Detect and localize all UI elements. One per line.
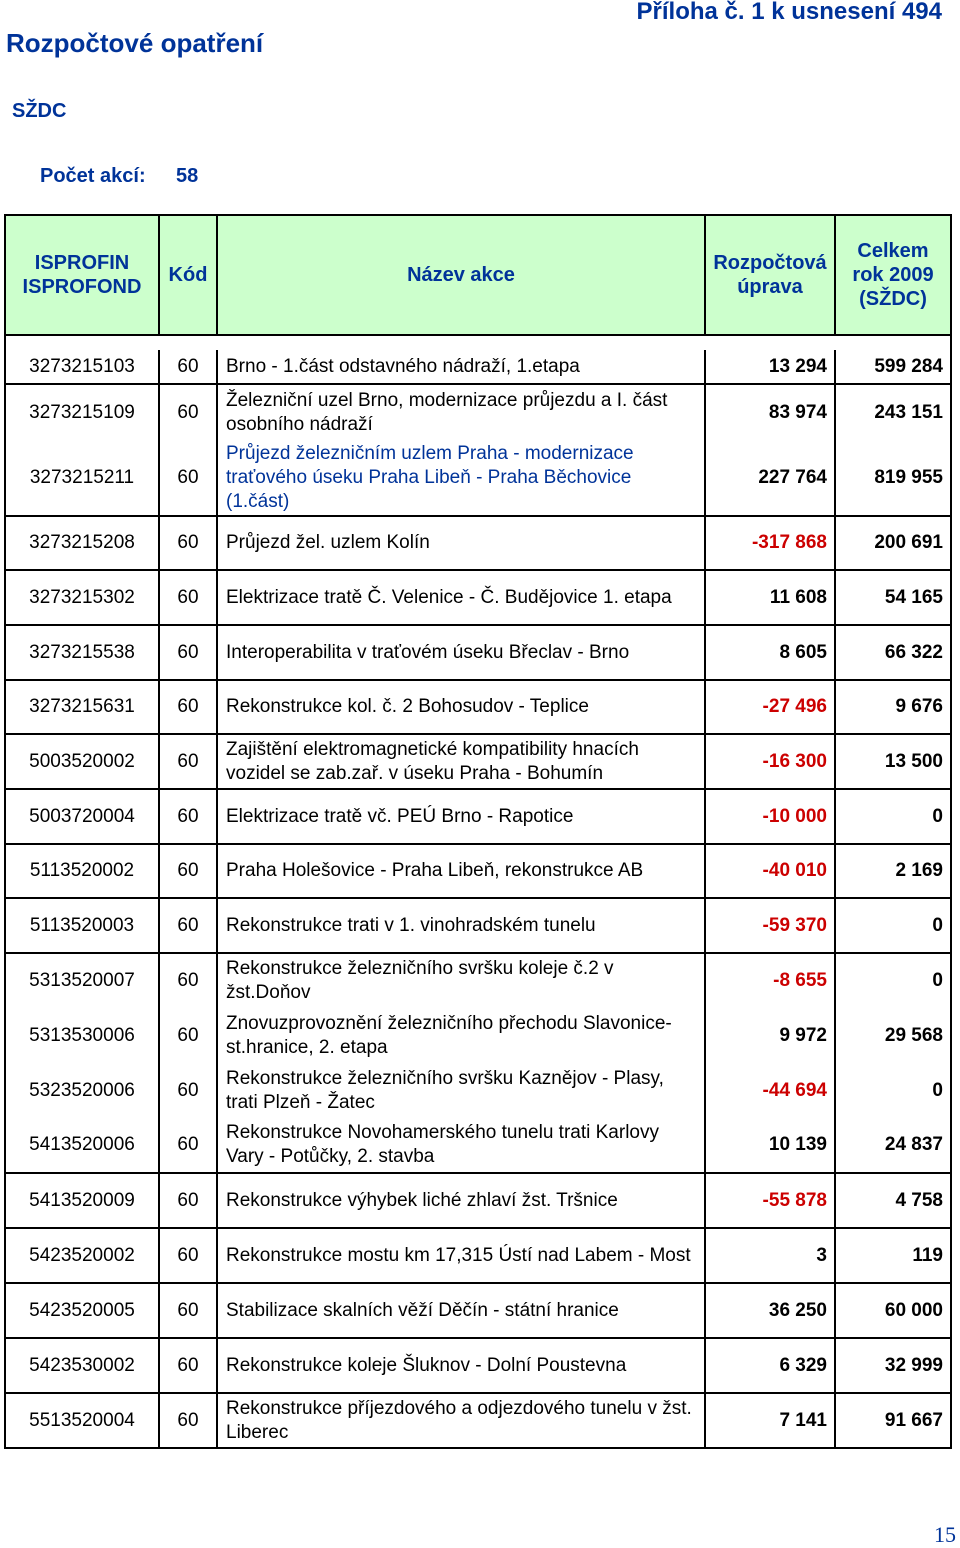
row-code: 5113520002 xyxy=(5,844,159,898)
row-uprava: 11 608 xyxy=(705,570,835,625)
row-kod: 60 xyxy=(159,1338,217,1393)
row-code: 5113520003 xyxy=(5,898,159,953)
row-celkem: 13 500 xyxy=(835,734,951,789)
row-celkem: 0 xyxy=(835,953,951,1008)
row-kod: 60 xyxy=(159,789,217,844)
row-uprava: -44 694 xyxy=(705,1063,835,1118)
row-name: Elektrizace tratě Č. Velenice - Č. Budějovice 1. etapa xyxy=(217,570,705,625)
row-celkem: 4 758 xyxy=(835,1173,951,1228)
row-uprava: 227 764 xyxy=(705,440,835,516)
row-name: Stabilizace skalních věží Děčín - státní hranice xyxy=(217,1283,705,1338)
row-name: Brno - 1.část odstavného nádraží, 1.etapa xyxy=(217,350,705,384)
row-celkem: 0 xyxy=(835,898,951,953)
row-code: 5423520002 xyxy=(5,1228,159,1283)
table-row xyxy=(5,1063,951,1118)
row-uprava: 8 605 xyxy=(705,625,835,680)
table-row xyxy=(5,1283,951,1338)
row-code: 5003520002 xyxy=(5,734,159,789)
row-uprava: -59 370 xyxy=(705,898,835,953)
row-uprava: 6 329 xyxy=(705,1338,835,1393)
row-code: 3273215208 xyxy=(5,516,159,570)
row-uprava: 83 974 xyxy=(705,384,835,440)
row-name: Průjezd železničním uzlem Praha - modernizace traťového úseku Praha Libeň - Praha Běchovice (1.část) xyxy=(217,440,705,516)
table-row xyxy=(5,1173,951,1228)
row-code: 5423520005 xyxy=(5,1283,159,1338)
table-row xyxy=(5,1008,951,1063)
table-row xyxy=(5,350,951,384)
action-count-label: Počet akcí: xyxy=(40,165,146,187)
row-uprava: 7 141 xyxy=(705,1393,835,1448)
table-row xyxy=(5,789,951,844)
row-name: Praha Holešovice - Praha Libeň, rekonstrukce AB xyxy=(217,844,705,898)
row-name: Rekonstrukce příjezdového a odjezdového tunelu v žst. Liberec xyxy=(217,1393,705,1448)
row-code: 5313520007 xyxy=(5,953,159,1008)
row-celkem: 54 165 xyxy=(835,570,951,625)
row-kod: 60 xyxy=(159,844,217,898)
row-uprava: 36 250 xyxy=(705,1283,835,1338)
row-kod: 60 xyxy=(159,898,217,953)
row-kod: 60 xyxy=(159,1008,217,1063)
row-celkem: 243 151 xyxy=(835,384,951,440)
row-celkem: 119 xyxy=(835,1228,951,1283)
row-celkem: 599 284 xyxy=(835,350,951,384)
action-count-value: 58 xyxy=(176,165,199,187)
row-kod: 60 xyxy=(159,1063,217,1118)
table-row xyxy=(5,1393,951,1448)
table-row xyxy=(5,625,951,680)
table-row xyxy=(5,570,951,625)
row-celkem: 9 676 xyxy=(835,680,951,734)
row-name: Železniční uzel Brno, modernizace průjezdu a I. část osobního nádraží xyxy=(217,384,705,440)
row-celkem: 91 667 xyxy=(835,1393,951,1448)
row-code: 3273215211 xyxy=(5,440,159,516)
row-uprava: -317 868 xyxy=(705,516,835,570)
row-kod: 60 xyxy=(159,625,217,680)
document-title: Rozpočtové opatření xyxy=(6,28,264,58)
row-kod: 60 xyxy=(159,384,217,440)
row-kod: 60 xyxy=(159,1283,217,1338)
page-number: 15 xyxy=(934,1522,956,1547)
row-kod: 60 xyxy=(159,516,217,570)
table-row xyxy=(5,953,951,1008)
row-name: Rekonstrukce mostu km 17,315 Ústí nad Labem - Most xyxy=(217,1228,705,1283)
row-name: Zajištění elektromagnetické kompatibility hnacích vozidel se zab.zař. v úseku Praha - Bohumín xyxy=(217,734,705,789)
row-name: Interoperabilita v traťovém úseku Břeclav - Brno xyxy=(217,625,705,680)
row-uprava: 13 294 xyxy=(705,350,835,384)
row-uprava: -8 655 xyxy=(705,953,835,1008)
row-kod: 60 xyxy=(159,350,217,384)
row-kod: 60 xyxy=(159,440,217,516)
row-code: 5003720004 xyxy=(5,789,159,844)
row-celkem: 200 691 xyxy=(835,516,951,570)
row-kod: 60 xyxy=(159,1228,217,1283)
row-name: Rekonstrukce koleje Šluknov - Dolní Poustevna xyxy=(217,1338,705,1393)
budget-table xyxy=(4,214,952,1449)
table-row xyxy=(5,898,951,953)
table-row xyxy=(5,734,951,789)
row-code: 3273215109 xyxy=(5,384,159,440)
column-header-isprofin: ISPROFIN ISPROFOND xyxy=(5,215,159,335)
row-kod: 60 xyxy=(159,680,217,734)
row-kod: 60 xyxy=(159,1173,217,1228)
row-code: 3273215302 xyxy=(5,570,159,625)
row-kod: 60 xyxy=(159,734,217,789)
row-code: 5313530006 xyxy=(5,1008,159,1063)
row-code: 5423530002 xyxy=(5,1338,159,1393)
row-name: Rekonstrukce železničního svršku koleje č.2 v žst.Doňov xyxy=(217,953,705,1008)
column-header-name: Název akce xyxy=(217,215,705,335)
column-header-kod: Kód xyxy=(159,215,217,335)
row-celkem: 2 169 xyxy=(835,844,951,898)
row-kod: 60 xyxy=(159,953,217,1008)
row-celkem: 60 000 xyxy=(835,1283,951,1338)
row-celkem: 29 568 xyxy=(835,1008,951,1063)
table-header-row xyxy=(5,215,951,335)
row-uprava: -10 000 xyxy=(705,789,835,844)
row-uprava: -40 010 xyxy=(705,844,835,898)
table-row xyxy=(5,680,951,734)
column-header-celkem: Celkem rok 2009 (SŽDC) xyxy=(835,215,951,335)
row-uprava: -16 300 xyxy=(705,734,835,789)
row-kod: 60 xyxy=(159,570,217,625)
row-celkem: 66 322 xyxy=(835,625,951,680)
organization-label: SŽDC xyxy=(12,100,67,122)
row-uprava: -27 496 xyxy=(705,680,835,734)
table-row xyxy=(5,516,951,570)
row-uprava: 9 972 xyxy=(705,1008,835,1063)
row-code: 5413520006 xyxy=(5,1118,159,1173)
row-code: 5323520006 xyxy=(5,1063,159,1118)
row-uprava: -55 878 xyxy=(705,1173,835,1228)
row-code: 3273215631 xyxy=(5,680,159,734)
appendix-label: Příloha č. 1 k usnesení 494 xyxy=(636,0,942,25)
row-name: Znovuzprovoznění železničního přechodu Slavonice-st.hranice, 2. etapa xyxy=(217,1008,705,1063)
row-name: Elektrizace tratě vč. PEÚ Brno - Rapotice xyxy=(217,789,705,844)
row-celkem: 0 xyxy=(835,789,951,844)
row-code: 5513520004 xyxy=(5,1393,159,1448)
row-celkem: 24 837 xyxy=(835,1118,951,1173)
row-name: Rekonstrukce železničního svršku Kaznějov - Plasy, trati Plzeň - Žatec xyxy=(217,1063,705,1118)
row-name: Rekonstrukce Novohamerského tunelu trati Karlovy Vary - Potůčky, 2. stavba xyxy=(217,1118,705,1173)
row-code: 3273215103 xyxy=(5,350,159,384)
table-row xyxy=(5,384,951,440)
row-name: Rekonstrukce trati v 1. vinohradském tunelu xyxy=(217,898,705,953)
row-name: Rekonstrukce kol. č. 2 Bohosudov - Teplice xyxy=(217,680,705,734)
row-kod: 60 xyxy=(159,1393,217,1448)
row-celkem: 819 955 xyxy=(835,440,951,516)
table-row xyxy=(5,440,951,516)
row-uprava: 10 139 xyxy=(705,1118,835,1173)
row-code: 3273215538 xyxy=(5,625,159,680)
row-celkem: 32 999 xyxy=(835,1338,951,1393)
table-row xyxy=(5,1118,951,1173)
row-name: Rekonstrukce výhybek liché zhlaví žst. Tršnice xyxy=(217,1173,705,1228)
row-name: Průjezd žel. uzlem Kolín xyxy=(217,516,705,570)
row-uprava: 3 xyxy=(705,1228,835,1283)
row-kod: 60 xyxy=(159,1118,217,1173)
table-row xyxy=(5,1338,951,1393)
row-code: 5413520009 xyxy=(5,1173,159,1228)
row-celkem: 0 xyxy=(835,1063,951,1118)
table-row xyxy=(5,1228,951,1283)
table-row xyxy=(5,844,951,898)
column-header-uprava: Rozpočtová úprava xyxy=(705,215,835,335)
